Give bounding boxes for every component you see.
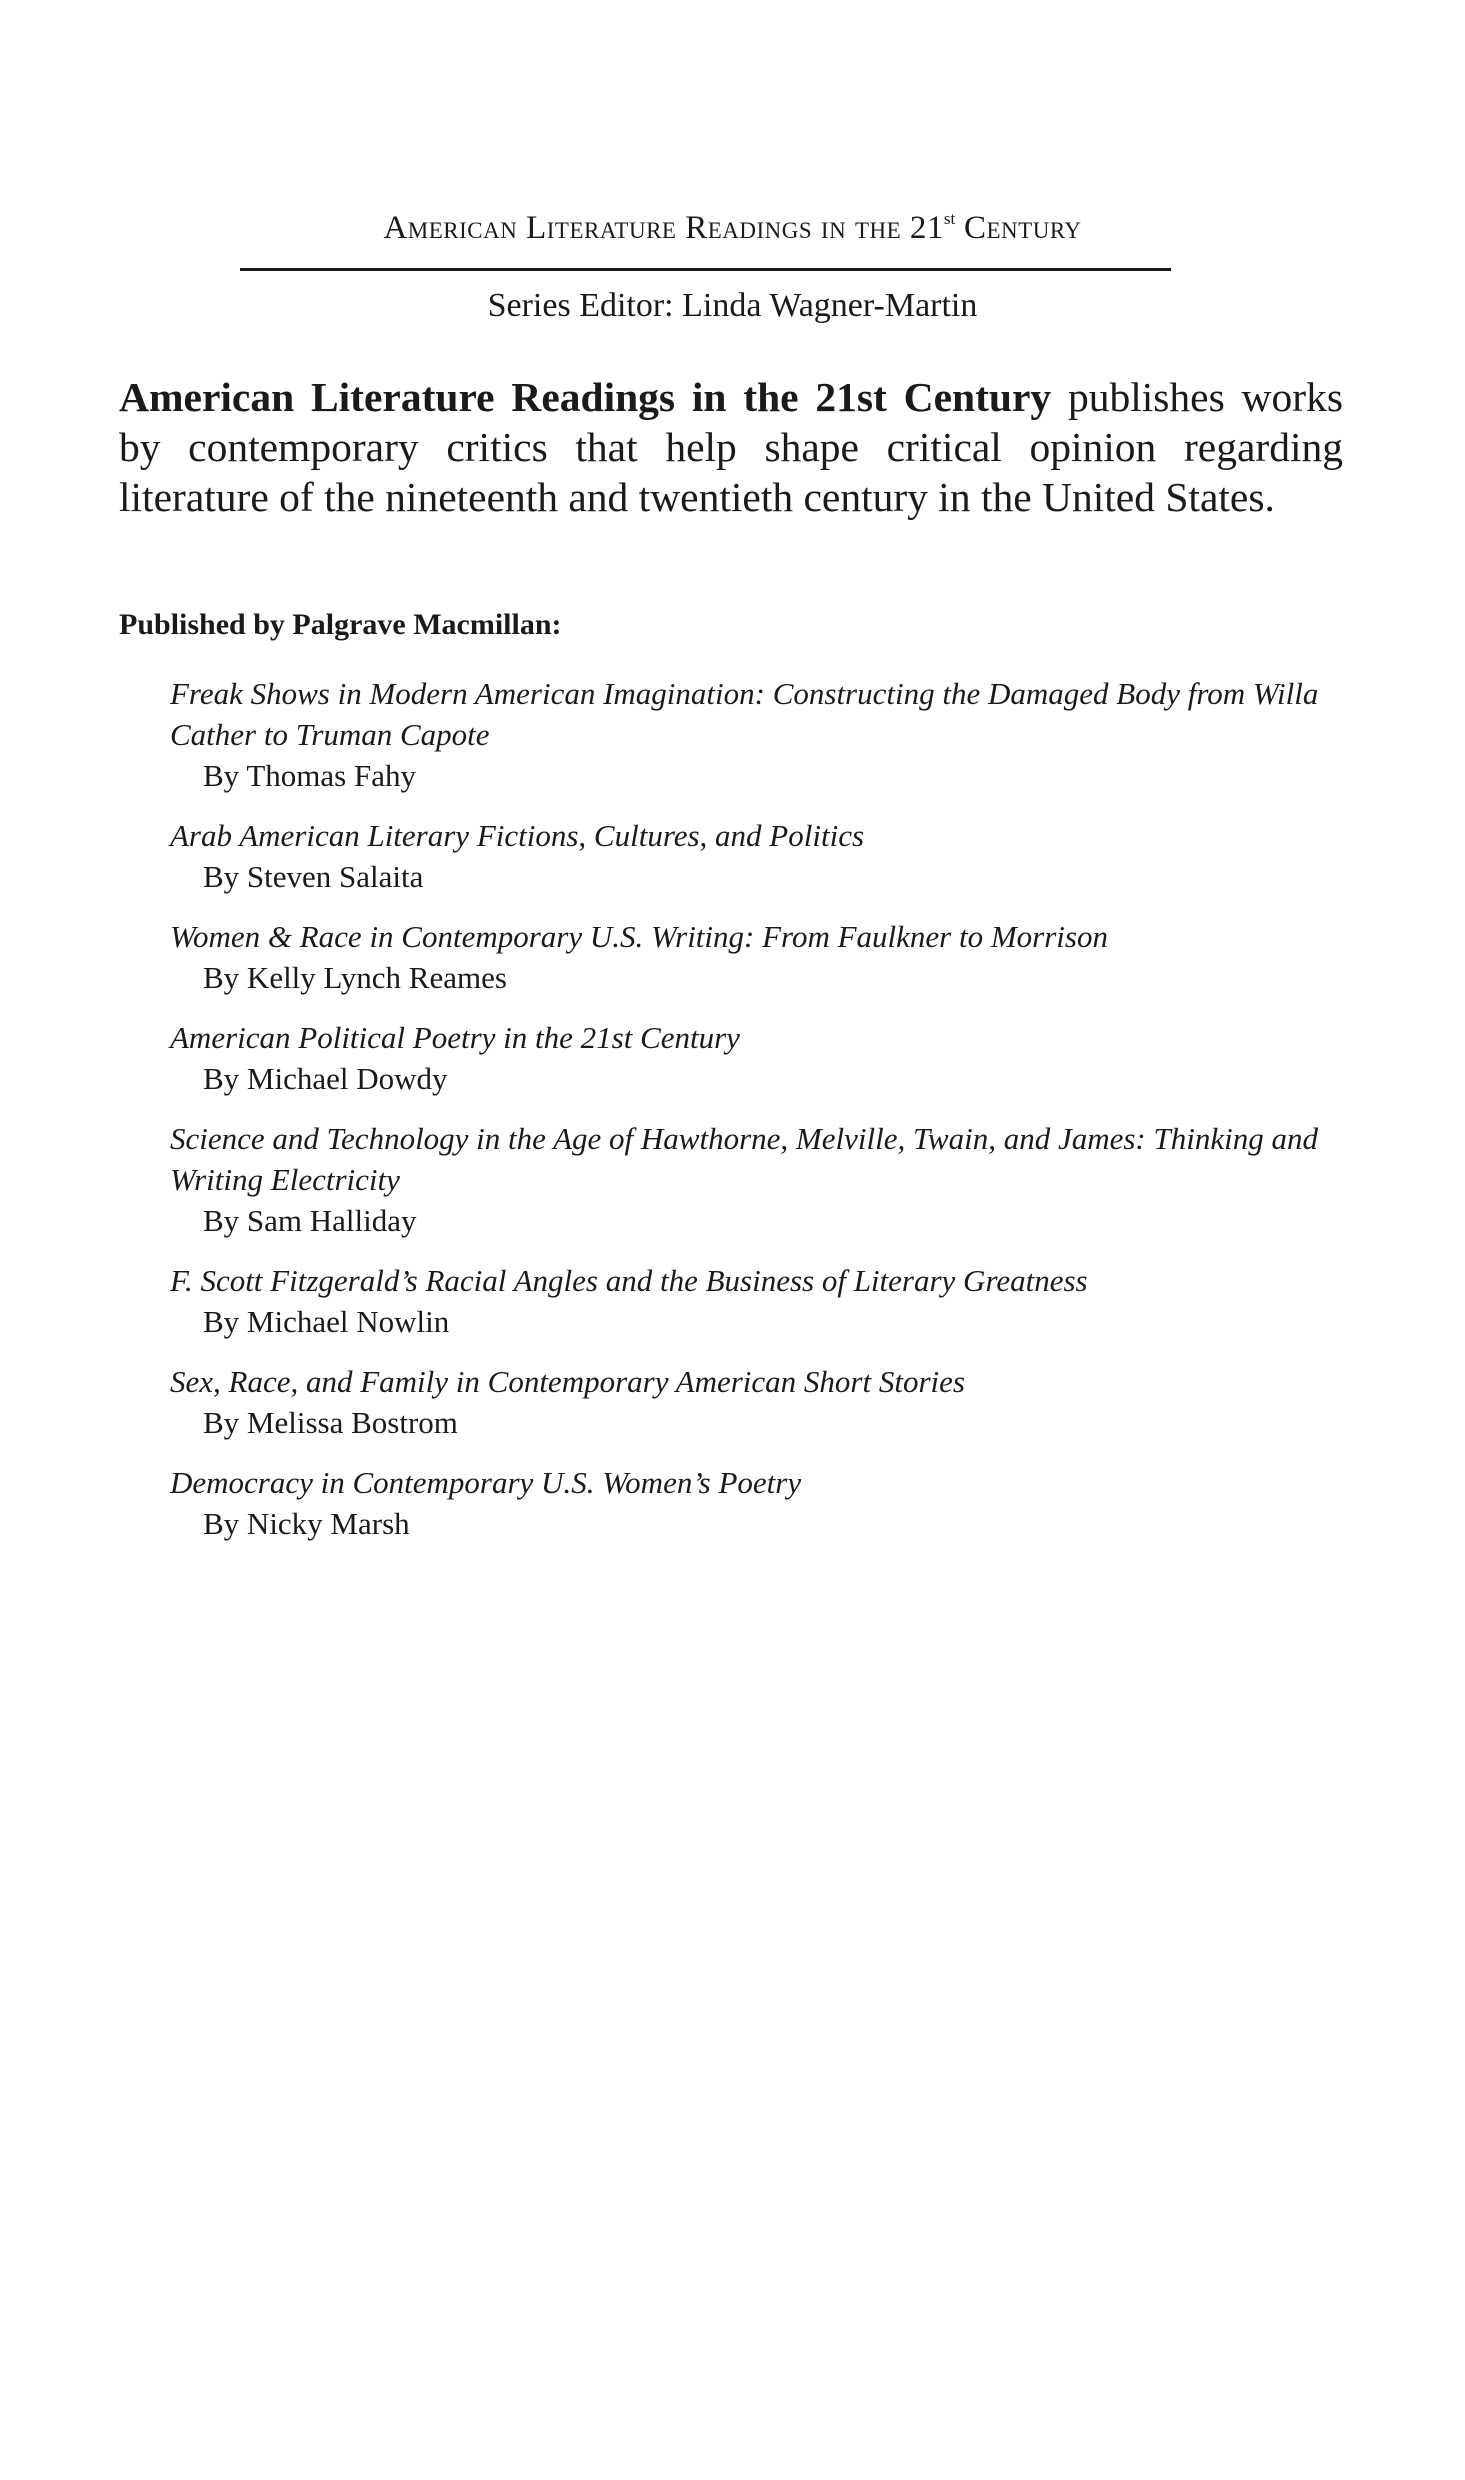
- book-entry: [170, 1361, 1320, 1443]
- series-header: [0, 210, 1465, 245]
- book-title: Freak Shows in Modern American Imagination: Constructing the Damaged Body from Willa Cather to Truman Capote: [170, 676, 1319, 752]
- book-entry: [170, 1260, 1320, 1342]
- book-entry: [170, 1118, 1320, 1241]
- book-author: By Nicky Marsh: [203, 1506, 410, 1541]
- book-author: By Kelly Lynch Reames: [203, 960, 507, 995]
- book-entry: [170, 673, 1320, 796]
- book-author: By Sam Halliday: [203, 1203, 417, 1238]
- series-description-title: American Literature Readings in the 21st Century: [119, 374, 1052, 420]
- book-list: [170, 673, 1320, 1563]
- header-divider: [240, 268, 1171, 271]
- book-title: Democracy in Contemporary U.S. Women’s Poetry: [170, 1465, 802, 1500]
- book-entry: [170, 1017, 1320, 1099]
- book-title: Sex, Race, and Family in Contemporary American Short Stories: [170, 1364, 965, 1399]
- book-author: By Michael Nowlin: [203, 1304, 450, 1339]
- book-title: Science and Technology in the Age of Hawthorne, Melville, Twain, and James: Thinking and Writing Electricity: [170, 1121, 1318, 1197]
- book-author: By Melissa Bostrom: [203, 1405, 458, 1440]
- book-author: By Thomas Fahy: [203, 758, 416, 793]
- book-author: By Steven Salaita: [203, 859, 424, 894]
- series-description: [119, 372, 1343, 522]
- book-author: By Michael Dowdy: [203, 1061, 448, 1096]
- series-name-end: Century: [955, 210, 1082, 246]
- book-entry: [170, 1462, 1320, 1544]
- publisher-heading: Published by Palgrave Macmillan:: [119, 608, 562, 641]
- book-title: Arab American Literary Fictions, Cultures, and Politics: [170, 818, 865, 853]
- series-editor: Series Editor: Linda Wagner-Martin: [487, 287, 978, 324]
- book-title: Women & Race in Contemporary U.S. Writing: From Faulkner to Morrison: [170, 919, 1108, 954]
- book-title: American Political Poetry in the 21st Century: [170, 1020, 740, 1055]
- book-entry: [170, 815, 1320, 897]
- book-title: F. Scott Fitzgerald’s Racial Angles and the Business of Literary Greatness: [170, 1263, 1088, 1298]
- series-name-superscript: st: [943, 209, 956, 228]
- book-entry: [170, 916, 1320, 998]
- series-name: American Literature Readings in the 21: [383, 210, 944, 246]
- series-description-text: publishes works by contemporary critics that help shape critical opinion regarding literature of the nineteenth and twentieth century in the United States.: [119, 374, 1343, 520]
